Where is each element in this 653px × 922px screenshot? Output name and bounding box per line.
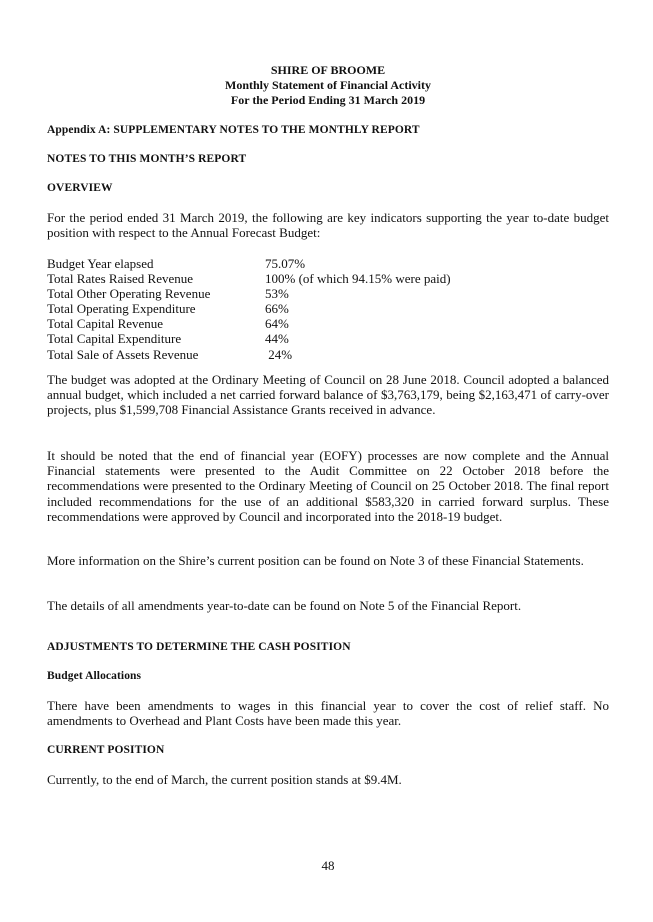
- amendments-paragraph: The details of all amendments year-to-date can be found on Note 5 of the Financial Report.: [47, 598, 522, 613]
- indicator-value: 64%: [265, 316, 289, 332]
- indicator-value: 24%: [265, 346, 293, 362]
- indicator-label: Total Capital Expenditure: [47, 331, 182, 347]
- indicator-value: 66%: [265, 301, 289, 317]
- indicator-row: [47, 256, 451, 271]
- notes-heading: NOTES TO THIS MONTH’S REPORT: [47, 153, 247, 165]
- indicator-row: [47, 331, 451, 346]
- current-position-heading: CURRENT POSITION: [47, 744, 165, 756]
- overview-heading: OVERVIEW: [47, 182, 113, 194]
- indicator-row: [47, 286, 451, 301]
- budget-adoption-paragraph: The budget was adopted at the Ordinary Meeting of Council on 28 June 2018. Council adopted a balanced annual budget, which included a net carried forward balance of $3,763,179, being $2,163,471 of carry-over projects, plus $1,599,708 Financial Assistance Grants received in advance.: [47, 372, 609, 418]
- budget-allocations-heading: Budget Allocations: [47, 670, 142, 682]
- indicator-row: [47, 301, 451, 316]
- indicator-value: 75.07%: [265, 256, 306, 271]
- appendix-heading: Appendix A: SUPPLEMENTARY NOTES TO THE MONTHLY REPORT: [47, 124, 420, 136]
- eofy-paragraph: It should be noted that the end of financial year (EOFY) processes are now complete and the Annual Financial statements were presented to the Audit Committee on 22 October 2018 before the recommendations were presented to the Ordinary Meeting of Council on 25 October 2018. The final report included recommendations for the use of an additional $583,320 in carried forward surplus. These recommendations were approved by Council and incorporated into the 2018-19 budget.: [47, 448, 609, 524]
- current-position-paragraph: Currently, to the end of March, the current position stands at $9.4M.: [47, 772, 402, 787]
- org-name: SHIRE OF BROOME: [270, 63, 386, 77]
- adjustments-heading: ADJUSTMENTS TO DETERMINE THE CASH POSITION: [47, 641, 351, 653]
- indicator-row: [47, 316, 451, 331]
- indicator-row: [47, 347, 451, 362]
- indicator-value: 100% (of which 94.15% were paid): [265, 271, 451, 287]
- page-number: 48: [321, 858, 335, 873]
- indicator-value: 53%: [265, 286, 289, 302]
- indicator-label: Total Operating Expenditure: [47, 301, 196, 317]
- more-info-paragraph: More information on the Shire’s current position can be found on Note 3 of these Financial Statements.: [47, 553, 584, 568]
- report-header: [47, 63, 609, 108]
- indicator-list: [47, 256, 451, 362]
- indicator-label: Budget Year elapsed: [47, 256, 154, 271]
- indicator-value: 44%: [265, 331, 289, 347]
- overview-intro: For the period ended 31 March 2019, the following are key indicators supporting the year to-date budget position with respect to the Annual Forecast Budget:: [47, 210, 609, 241]
- indicator-label: Total Sale of Assets Revenue: [47, 346, 199, 362]
- indicator-label: Total Other Operating Revenue: [47, 286, 211, 302]
- indicator-label: Total Rates Raised Revenue: [47, 271, 194, 287]
- report-period: For the Period Ending 31 March 2019: [230, 93, 426, 107]
- indicator-row: [47, 271, 451, 286]
- indicator-label: Total Capital Revenue: [47, 316, 164, 332]
- report-title: Monthly Statement of Financial Activity: [225, 78, 431, 92]
- budget-allocations-paragraph: There have been amendments to wages in this financial year to cover the cost of relief staff. No amendments to Overhead and Plant Costs have been made this year.: [47, 698, 609, 729]
